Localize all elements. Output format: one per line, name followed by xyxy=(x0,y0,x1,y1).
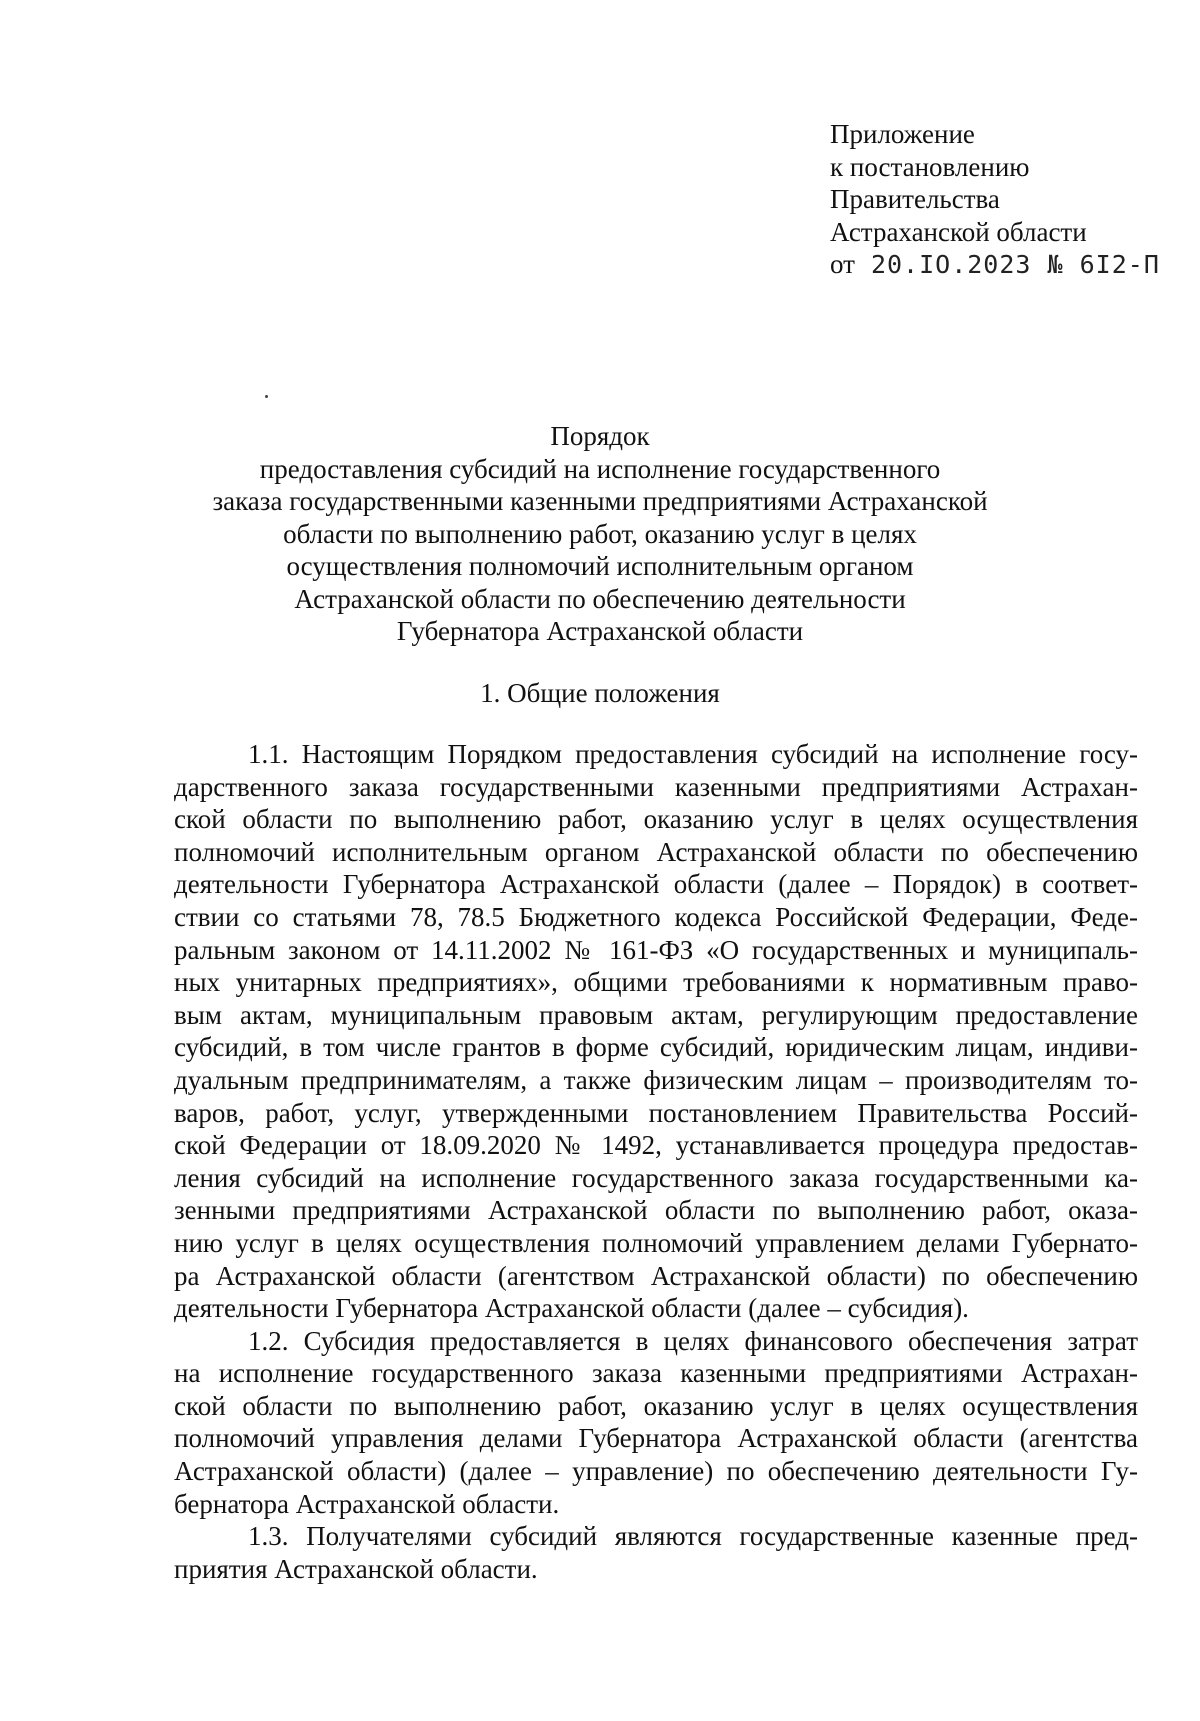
text-line: Астраханской области) (далее – управление) по обеспечению деятельности Гу- xyxy=(174,1456,1138,1487)
body-text xyxy=(174,738,1138,1585)
text-line: вым актам, муниципальным правовым актам, регулирующим предоставление xyxy=(174,999,1138,1030)
text-line: нию услуг в целях осуществления полномочий управлением делами Губернато- xyxy=(174,1227,1138,1258)
appendix-date-row xyxy=(830,248,1160,282)
appendix-line: Правительства xyxy=(830,184,1000,214)
text-line: деятельности Губернатора Астраханской области (далее – Порядок) в соответ- xyxy=(174,869,1138,900)
text-line: полномочий исполнительным органом Астраханской области по обеспечению xyxy=(174,836,1138,867)
text-line: 1.2. Субсидия предоставляется в целях финансового обеспечения затрат xyxy=(248,1325,1138,1356)
text-line: ра Астраханской области (агентством Астраханской области) по обеспечению xyxy=(174,1260,1138,1291)
appendix-line: к постановлению xyxy=(830,151,1030,182)
text-line: приятия Астраханской области. xyxy=(174,1553,538,1584)
title-line: области по выполнению работ, оказанию услуг в целях xyxy=(283,518,917,549)
text-line: зенными предприятиями Астраханской области по выполнению работ, оказа- xyxy=(174,1195,1138,1226)
appendix-header xyxy=(830,118,1160,282)
text-line: 1.3. Получателями субсидий являются государственные казенные пред- xyxy=(248,1521,1138,1552)
text-line: полномочий управления делами Губернатора Астраханской области (агентства xyxy=(174,1423,1138,1454)
title-line: Порядок xyxy=(550,421,650,451)
appendix-line: Астраханской области xyxy=(830,216,1087,247)
scan-speck xyxy=(265,395,268,398)
appendix-date-prefix: от xyxy=(830,249,855,279)
text-line: бернатора Астраханской области. xyxy=(174,1488,560,1519)
section-heading: 1. Общие положения xyxy=(480,678,720,708)
title-line: Астраханской области по обеспечению деятельности xyxy=(294,583,906,614)
title-line: Губернатора Астраханской области xyxy=(396,616,804,646)
text-line: 1.1. Настоящим Порядком предоставления субсидий на исполнение госу- xyxy=(248,739,1138,769)
text-line: ральным законом от 14.11.2002 № 161-ФЗ «О государственных и муниципаль- xyxy=(174,934,1138,965)
title-line: заказа государственными казенными предприятиями Астраханской xyxy=(212,486,988,516)
text-line: ных унитарных предприятиях», общими требованиями к нормативным право- xyxy=(174,967,1138,998)
text-line: субсидий, в том числе грантов в форме субсидий, юридическим лицам, индиви- xyxy=(174,1032,1138,1063)
text-line: деятельности Губернатора Астраханской области (далее – субсидия). xyxy=(174,1293,969,1324)
text-line: ской Федерации от 18.09.2020 № 1492, устанавливается процедура предостав- xyxy=(174,1130,1138,1161)
paragraph-1-2 xyxy=(174,1325,1138,1521)
text-line: дарственного заказа государственными казенными предприятиями Астрахан- xyxy=(174,771,1138,802)
text-line: ствии со статьями 78, 78.5 Бюджетного кодекса Российской Федерации, Феде- xyxy=(174,901,1138,932)
paragraph-1-1 xyxy=(174,738,1138,1325)
text-line: ской области по выполнению работ, оказанию услуг в целях осуществления xyxy=(174,1390,1138,1421)
title-line: предоставления субсидий на исполнение государственного xyxy=(259,453,941,484)
title-line: осуществления полномочий исполнительным органом xyxy=(286,551,914,581)
text-line: на исполнение государственного заказа казенными предприятиями Астрахан- xyxy=(174,1358,1138,1389)
document-title xyxy=(180,420,1020,648)
text-line: ской области по выполнению работ, оказанию услуг в целях осуществления xyxy=(174,804,1138,835)
appendix-line: Приложение xyxy=(830,119,975,149)
text-line: дуальным предпринимателям, а также физическим лицам – производителям то- xyxy=(174,1064,1138,1095)
paragraph-1-3 xyxy=(174,1520,1138,1585)
text-line: ления субсидий на исполнение государственного заказа государственными ка- xyxy=(174,1162,1138,1193)
date-number-stamp: 20.IO.2023 № 6I2-П xyxy=(870,250,1160,279)
text-line: варов, работ, услуг, утвержденными постановлением Правительства Россий- xyxy=(174,1097,1138,1128)
